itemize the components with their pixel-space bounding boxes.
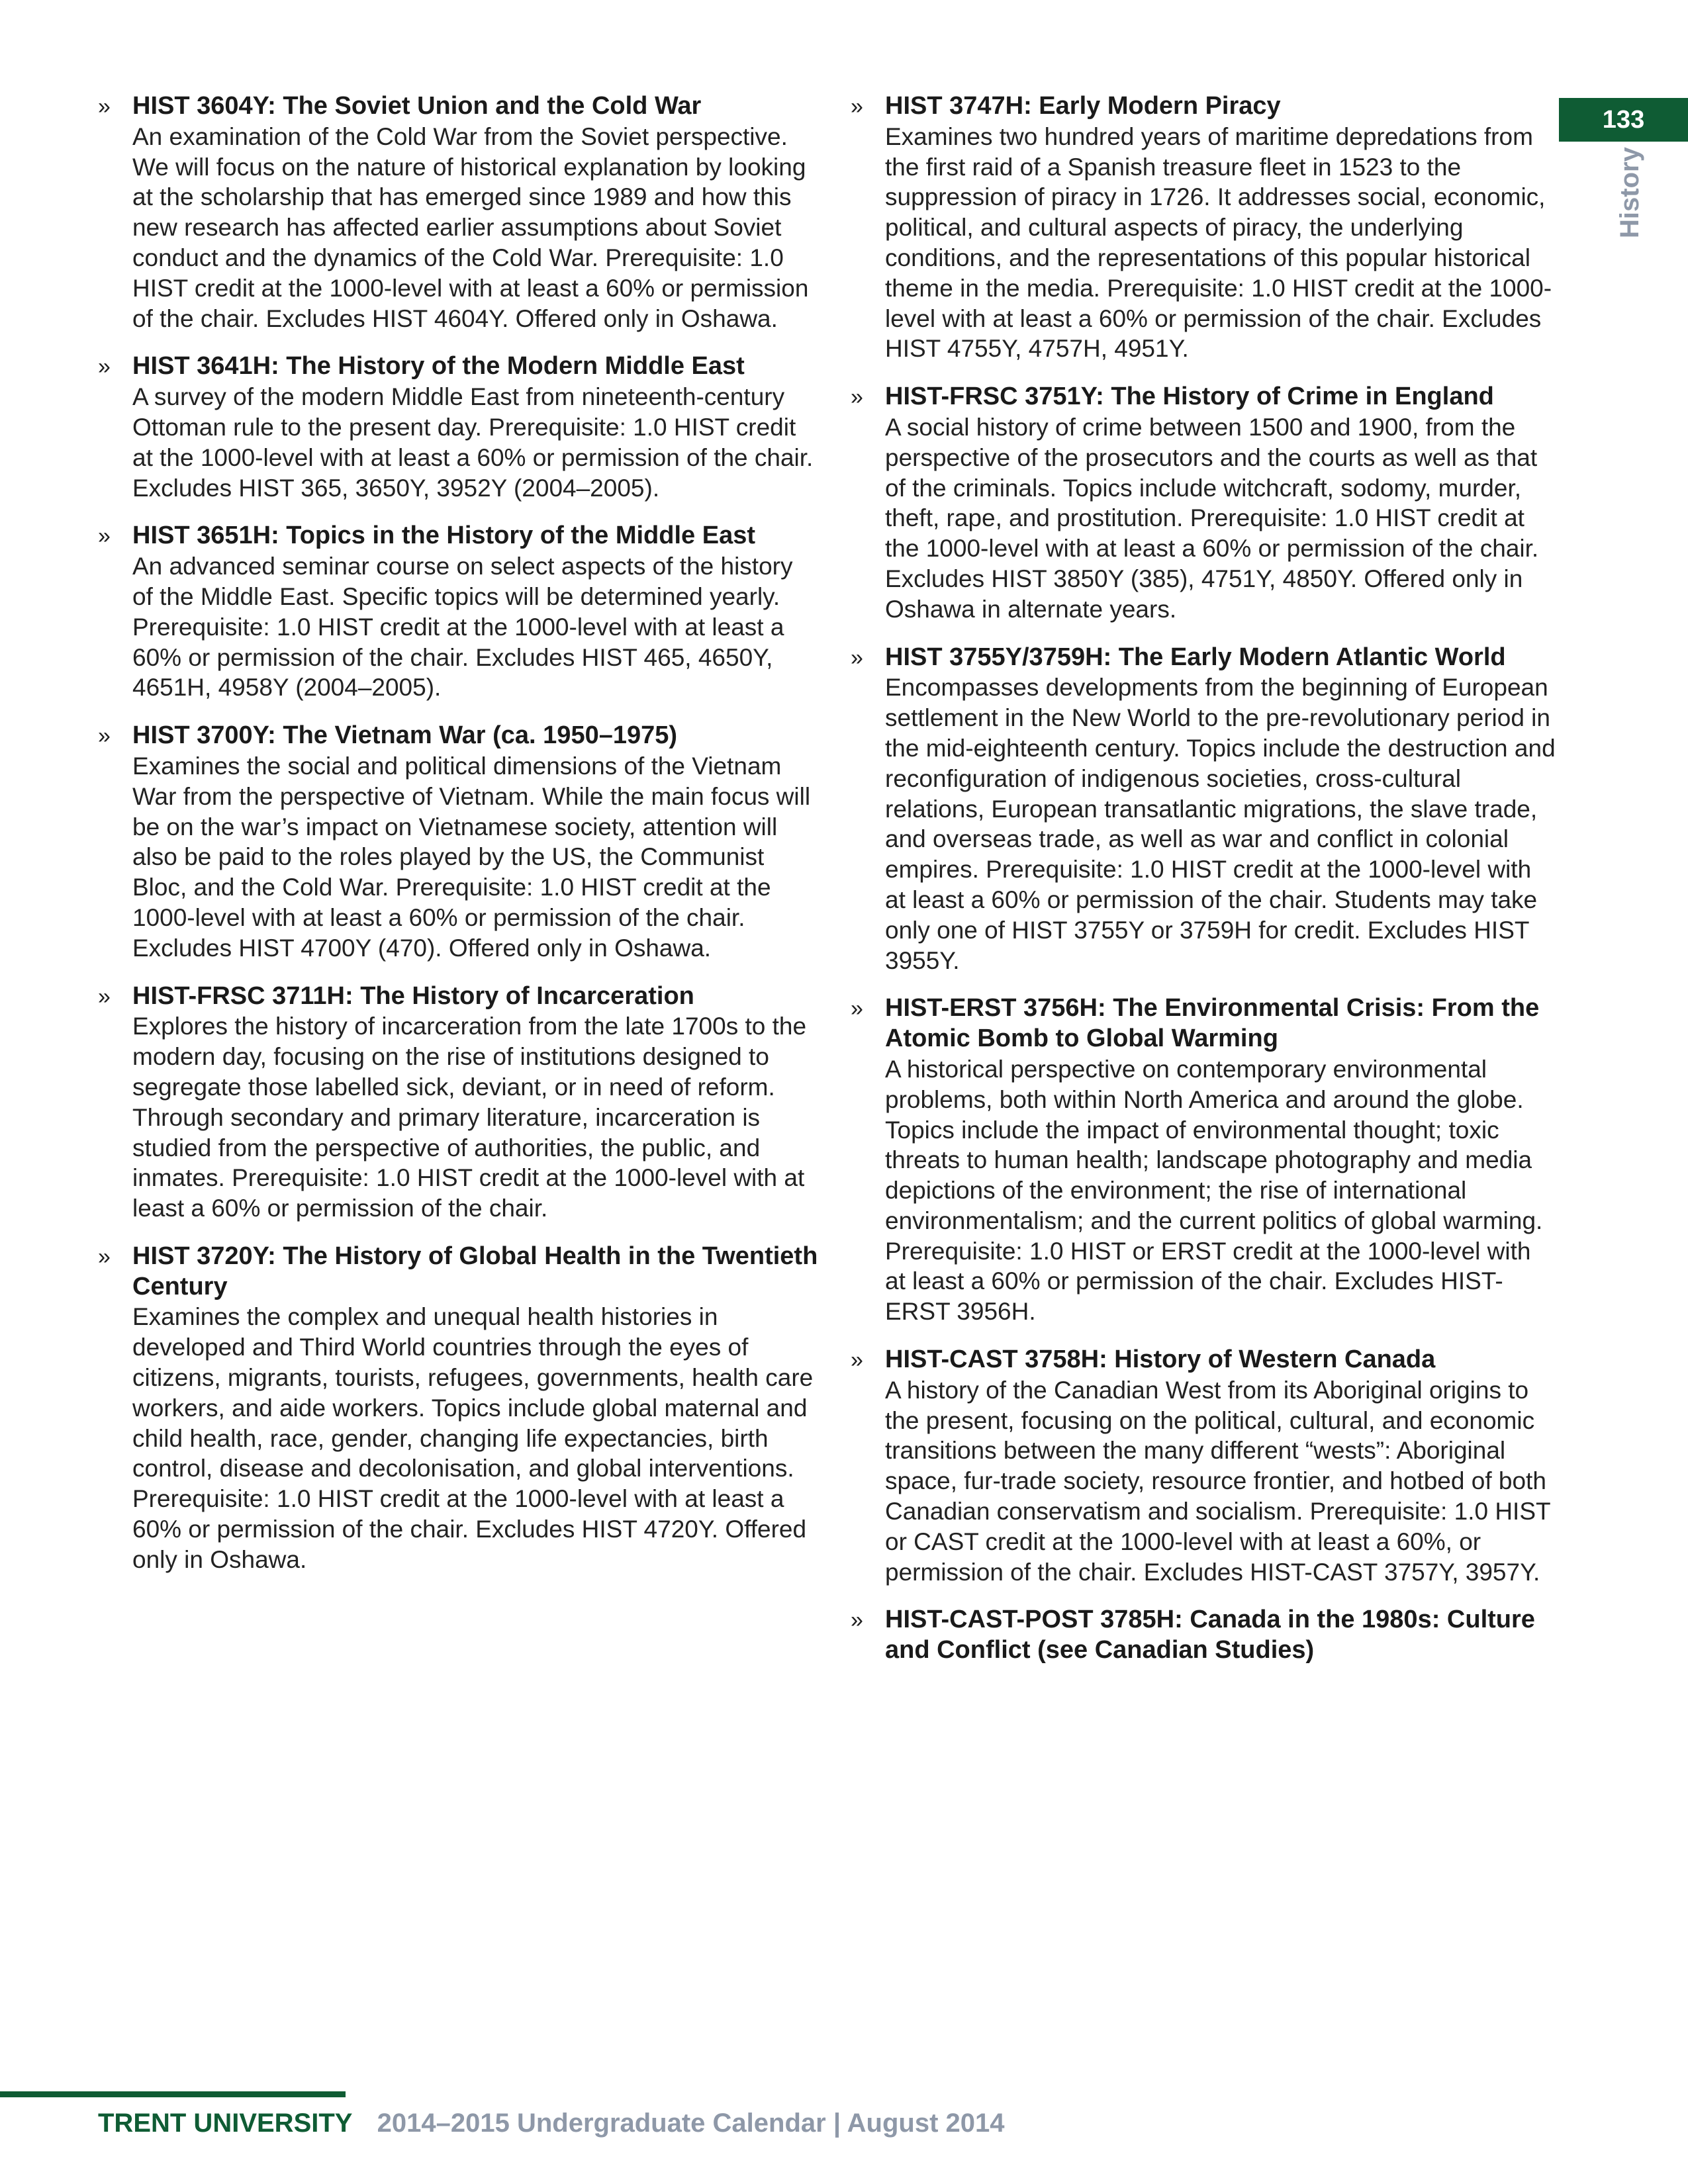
course-entry-hist-cast-3758h <box>851 1345 1556 1587</box>
footer <box>98 2109 1005 2138</box>
section-label: History <box>1615 147 1644 238</box>
course-description: Encompasses developments from the beginning of European settlement in the New World to the pre-revolutionary period in the mid-eighteenth century. Topics include the destruction and reconfiguration of indigenous societies, cross-cultural relations, European transatlantic migrations, the slave trade, and overseas trade, as well as war and conflict in colonial empires. Prerequisite: 1.0 HIST credit at the 1000-level with at least a 60% or permission of the chair. Students may take only one of HIST 3755Y or 3759H for credit. Excludes HIST 3955Y. <box>885 674 1556 974</box>
course-title: HIST 3651H: Topics in the History of the Middle East <box>132 522 756 550</box>
course-description: A social history of crime between 1500 and 1900, from the perspective of the prosecutors and the courts as well as that of the criminals. Topics include witchcraft, sodomy, murder, theft, rape, and prostitution. Prerequisite: 1.0 HIST credit at the 1000-level with at least a 60% or permission of the chair. Excludes HIST 3850Y (385), 4751Y, 4850Y. Offered only in Oshawa in alternate years. <box>885 413 1539 623</box>
course-entry-hist-erst-3756h <box>851 993 1556 1327</box>
course-description: A historical perspective on contemporary environmental problems, both within North America and around the globe. Topics include the impact of environmental thought; toxic threats to human health; landscape photography and media depictions of the environment; the rise of international environmentalism; and the current politics of global warming. Prerequisite: 1.0 HIST or ERST credit at the 1000-level with at least a 60% or permission of the chair. Excludes HIST-ERST 3956H. <box>885 1055 1543 1326</box>
page-number-tab: 133 <box>1559 98 1688 142</box>
bullet-icon: » <box>98 523 111 549</box>
course-title: HIST-CAST 3758H: History of Western Canada <box>885 1345 1436 1374</box>
course-entry-hist-frsc-3711h <box>98 981 820 1224</box>
course-title: HIST-ERST 3756H: The Environmental Crisis: From the Atomic Bomb to Global Warming <box>885 994 1540 1053</box>
course-description: Examines two hundred years of maritime depredations from the first raid of a Spanish treasure fleet in 1523 to the suppression of piracy in 1726. It addresses social, economic, political, and cultural aspects of piracy, the underlying conditions, and the representations of this popular historical theme in the media. Prerequisite: 1.0 HIST credit at the 1000-level with at least a 60% or permission of the chair. Excludes HIST 4755Y, 4757H, 4951Y. <box>885 122 1552 363</box>
footer-rule <box>0 2091 346 2097</box>
bullet-icon: » <box>851 996 863 1022</box>
bullet-icon: » <box>98 723 111 749</box>
footer-calendar: 2014–2015 Undergraduate Calendar | August 2014 <box>377 2109 1005 2138</box>
course-title: HIST-CAST-POST 3785H: Canada in the 1980s: Culture and Conflict (see Canadian Studies) <box>885 1606 1535 1664</box>
course-entry-hist-3651h <box>98 521 820 703</box>
course-entry-hist-3700y <box>98 721 820 963</box>
course-title: HIST 3604Y: The Soviet Union and the Cold War <box>132 92 702 120</box>
bullet-icon: » <box>851 1347 863 1373</box>
bullet-icon: » <box>851 645 863 670</box>
course-description: Examines the social and political dimensions of the Vietnam War from the perspective of Vietnam. While the main focus will be on the war’s impact on Vietnamese society, attention will also be paid to the roles played by the US, the Communist Bloc, and the Cold War. Prerequisite: 1.0 HIST credit at the 1000-level with at least a 60% or permission of the chair. Excludes HIST 4700Y (470). Offered only in Oshawa. <box>132 752 811 962</box>
course-entry-hist-3755y-3759h <box>851 643 1556 976</box>
course-title: HIST 3755Y/3759H: The Early Modern Atlantic World <box>885 643 1506 671</box>
course-description: An advanced seminar course on select aspects of the history of the Middle East. Specific topics will be determined yearly. Prerequisite: 1.0 HIST credit at the 1000-level with at least a 60% or permission of the chair. Excludes HIST 465, 4650Y, 4651H, 4958Y (2004–2005). <box>132 553 793 702</box>
course-title: HIST 3641H: The History of the Modern Middle East <box>132 352 745 381</box>
course-entry-hist-3641h <box>98 351 820 503</box>
bullet-icon: » <box>98 354 111 380</box>
course-entry-hist-cast-post-3785h <box>851 1605 1556 1666</box>
course-description: Explores the history of incarceration from the late 1700s to the modern day, focusing on the rise of institutions designed to segregate those labelled sick, deviant, or in need of reform. Through secondary and primary literature, incarceration is studied from the perspective of authorities, the public, and inmates. Prerequisite: 1.0 HIST credit at the 1000-level with at least a 60% or permission of the chair. <box>132 1013 807 1222</box>
course-title: HIST-FRSC 3751Y: The History of Crime in England <box>885 383 1494 411</box>
course-description: Examines the complex and unequal health histories in developed and Third World countries through the eyes of citizens, migrants, tourists, refugees, governments, health care workers, and aide workers. Topics include global maternal and child health, race, gender, changing life expectancies, birth control, disease and decolonisation, and global interventions. Prerequisite: 1.0 HIST credit at the 1000-level with at least a 60% or permission of the chair. Excludes HIST 4720Y. Offered only in Oshawa. <box>132 1303 814 1573</box>
left-column <box>98 91 820 1593</box>
course-title: HIST 3700Y: The Vietnam War (ca. 1950–1975) <box>132 721 678 750</box>
course-entry-hist-3604y <box>98 91 820 334</box>
course-entry-hist-frsc-3751y <box>851 382 1556 624</box>
bullet-icon: » <box>98 94 111 119</box>
course-title: HIST 3747H: Early Modern Piracy <box>885 92 1281 120</box>
bullet-icon: » <box>98 983 111 1009</box>
bullet-icon: » <box>98 1244 111 1269</box>
bullet-icon: » <box>851 94 863 119</box>
course-description: An examination of the Cold War from the Soviet perspective. We will focus on the nature of historical explanation by looking at the scholarship that has emerged since 1989 and how this new research has affected earlier assumptions about Soviet conduct and the dynamics of the Cold War. Prerequisite: 1.0 HIST credit at the 1000-level with at least a 60% or permission of the chair. Excludes HIST 4604Y. Offered only in Oshawa. <box>132 122 809 332</box>
footer-university: TRENT UNIVERSITY <box>98 2109 353 2138</box>
course-description: A survey of the modern Middle East from nineteenth-century Ottoman rule to the present day. Prerequisite: 1.0 HIST credit at the 1000-level with at least a 60% or permission of the chair. Excludes HIST 365, 3650Y, 3952Y (2004–2005). <box>132 383 814 502</box>
course-description: A history of the Canadian West from its Aboriginal origins to the present, focusing on the political, cultural, and economic transitions between the many different “wests”: Aboriginal space, fur-trade society, resource frontier, and hotbed of both Canadian conservatism and socialism. Prerequisite: 1.0 HIST or CAST credit at the 1000-level with at least a 60%, or permission of the chair. Excludes HIST-CAST 3757Y, 3957Y. <box>885 1376 1550 1586</box>
course-title: HIST 3720Y: The History of Global Health in the Twentieth Century <box>132 1242 818 1300</box>
bullet-icon: » <box>851 1608 863 1633</box>
bullet-icon: » <box>851 385 863 410</box>
right-column <box>851 91 1556 1684</box>
course-entry-hist-3747h <box>851 91 1556 364</box>
course-entry-hist-3720y <box>98 1242 820 1575</box>
course-title: HIST-FRSC 3711H: The History of Incarceration <box>132 981 694 1010</box>
